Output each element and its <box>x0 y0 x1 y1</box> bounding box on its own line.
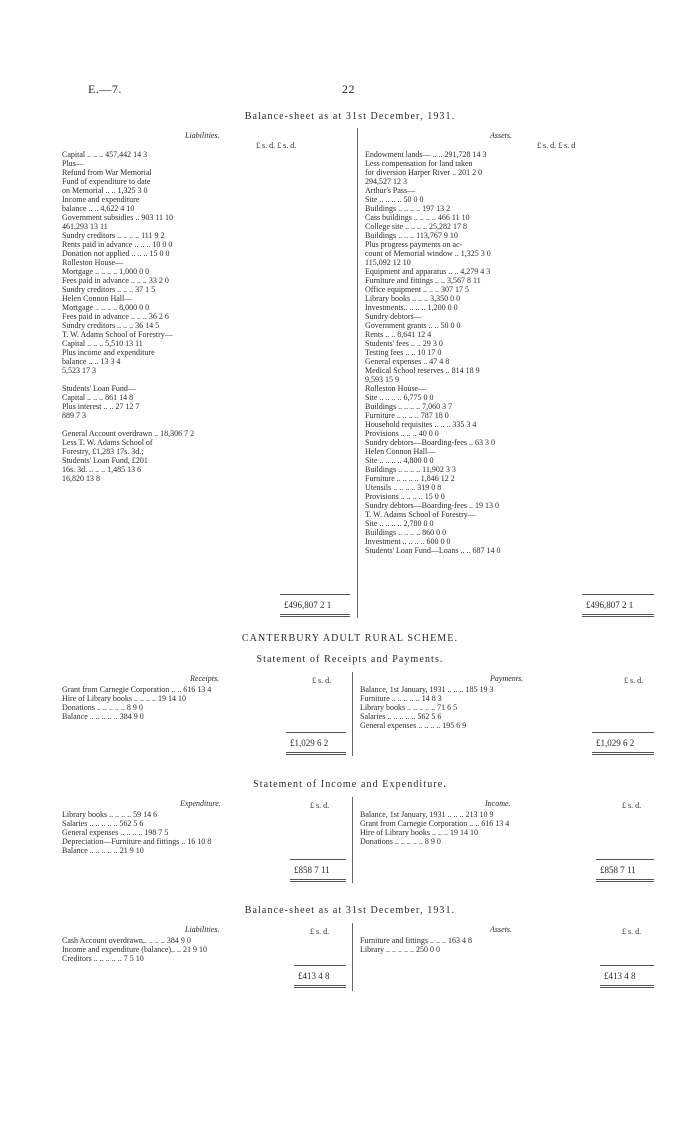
liabilities-line: Fees paid in advance .. .. .. 36 2 6 <box>62 312 169 321</box>
income-line: Hire of Library books .. .. .. 19 14 10 <box>360 828 478 837</box>
assets-line: 9,593 15 9 <box>365 375 399 384</box>
units-header: £ s. d. <box>622 927 642 936</box>
column-divider <box>352 797 353 883</box>
assets-line: Sundry debtors—Boarding-fees .. 63 3 0 <box>365 438 495 447</box>
units-header: £ s. d. <box>312 676 332 685</box>
income-expenditure-title: Statement of Income and Expenditure. <box>253 779 447 790</box>
assets-line: Buildings .. .. .. .. 197 13 2 <box>365 204 451 213</box>
assets-line: Buildings .. .. .. .. 7,060 3 7 <box>365 402 453 411</box>
assets-line: Furniture and fittings .. .. .. 163 4 8 <box>360 936 472 945</box>
assets-line: Furniture and fittings .. .. 3,567 8 11 <box>365 276 481 285</box>
assets-line: Provisions .. .. .. 40 0 0 <box>365 429 439 438</box>
liabilities-line: 461,293 13 11 <box>62 222 108 231</box>
assets-line: Household requisites .. .. .. 335 3 4 <box>365 420 477 429</box>
payments-line: General expenses .. .. .. .. 195 6 9 <box>360 721 467 730</box>
total-rule <box>280 594 350 595</box>
scheme-balance-sheet-title: Balance-sheet as at 31st December, 1931. <box>244 905 456 916</box>
liabilities-line: Government subsidies .. 903 11 10 <box>62 213 174 222</box>
expenditure-line: Library books .. .. .. .. 59 14 6 <box>62 810 158 819</box>
assets-line: Plus progress payments on ac- <box>365 240 463 249</box>
assets-line: Helen Connon Hall— <box>365 447 436 456</box>
assets-line: Testing fees .. .. 10 17 0 <box>365 348 442 357</box>
income-line: Balance, 1st January, 1931 .. .. .. 213 10 9 <box>360 810 494 819</box>
scheme-liabilities-total: £413 4 8 <box>298 971 330 981</box>
units-header: £ s. d. <box>624 676 644 685</box>
liabilities-line: Helen Connon Hall— <box>62 294 133 303</box>
assets-line: Students' fees .. .. 29 3 0 <box>365 339 443 348</box>
liabilities-line: Rolleston House— <box>62 258 124 267</box>
units-header: £ s. d. <box>622 801 642 810</box>
total-double-rule <box>582 614 654 617</box>
liabilities-line: Students' Loan Fund— <box>62 384 136 393</box>
payments-line: Library books .. .. .. .. .. 71 6 5 <box>360 703 458 712</box>
assets-line: Investments.. .. .. .. 1,200 0 0 <box>365 303 458 312</box>
assets-line: Utensils .. .. .. .. 319 0 8 <box>365 483 442 492</box>
assets-line: Medical School reserves .. 814 18 9 <box>365 366 480 375</box>
assets-line: Site .. .. .. .. 50 0 0 <box>365 195 424 204</box>
liabilities-line: Capital .. .. .. 861 14 8 <box>62 393 134 402</box>
liabilities-line: Mortgage .. .. .. .. 8,000 0 0 <box>62 303 150 312</box>
units-header-left: £ s. d. £ s. d. <box>256 141 297 150</box>
liabilities-line: Creditors .. .. .. .. .. 7 5 10 <box>62 954 144 963</box>
assets-line: Office equipment .. .. .. 307 17 5 <box>365 285 470 294</box>
liabilities-line: 889 7 3 <box>62 411 86 420</box>
assets-line: Government grants .. .. 50 0 0 <box>365 321 461 330</box>
total-rule <box>290 859 346 860</box>
assets-line: Investment .. .. .. .. 600 0 0 <box>365 537 451 546</box>
total-rule <box>294 965 346 966</box>
units-header: £ s. d. <box>310 927 330 936</box>
liabilities-heading: Liabilities. <box>185 131 220 140</box>
balance-sheet-title: Balance-sheet as at 31st December, 1931. <box>244 111 456 122</box>
expenditure-line: Balance .. .. .. .. .. 21 9 10 <box>62 846 144 855</box>
income-line: Grant from Carnegie Corporation .. .. 616 13 4 <box>360 819 510 828</box>
assets-line: Buildings .. .. .. .. 860 0 0 <box>365 528 447 537</box>
total-double-rule <box>280 614 350 617</box>
total-rule <box>600 965 654 966</box>
assets-line: Buildings .. .. .. 113,767 9 10 <box>365 231 458 240</box>
receipts-line: Balance .. .. .. .. .. 384 9 0 <box>62 712 144 721</box>
total-liabilities: £496,807 2 1 <box>284 600 332 610</box>
expenditure-line: Depreciation—Furniture and fittings .. 16 10 8 <box>62 837 212 846</box>
income-heading: Income. <box>485 799 511 808</box>
column-divider <box>357 128 358 618</box>
assets-line: Less compensation for land taken <box>365 159 473 168</box>
liabilities-line: Refund from War Memorial <box>62 168 152 177</box>
assets-line: Furniture .. .. .. .. 787 18 0 <box>365 411 449 420</box>
liabilities-line: balance .. .. 4,622 4 10 <box>62 204 135 213</box>
income-total: £858 7 11 <box>600 865 636 875</box>
total-double-rule <box>596 879 654 882</box>
liabilities-line: T. W. Adams School of Forestry— <box>62 330 173 339</box>
total-double-rule <box>286 752 346 755</box>
total-rule <box>596 859 654 860</box>
units-header-right: £ s. d. £ s. d <box>537 141 576 150</box>
assets-line: Students' Loan Fund—Loans .. .. 687 14 0 <box>365 546 501 555</box>
liabilities-line: Forestry, £1,283 17s. 3d.; <box>62 447 144 456</box>
liabilities-line: Donation not applied .. .. .. 15 0 0 <box>62 249 170 258</box>
assets-line: Site .. .. .. .. 4,800 0 0 <box>365 456 434 465</box>
assets-line: count of Memorial window .. 1,325 3 0 <box>365 249 491 258</box>
assets-line: Buildings .. .. .. .. 11,902 3 3 <box>365 465 456 474</box>
liabilities-line: Sundry creditors .. .. .. 36 14 5 <box>62 321 160 330</box>
assets-line: 115,092 12 10 <box>365 258 411 267</box>
assets-line: Site .. .. .. .. 6,775 0 0 <box>365 393 434 402</box>
assets-line: Library .. .. .. .. .. 250 0 0 <box>360 945 440 954</box>
total-double-rule <box>294 985 346 988</box>
expenditure-line: General expenses .. .. .. .. 198 7 5 <box>62 828 169 837</box>
liabilities-line: Capital .. .. .. 5,510 13 11 <box>62 339 143 348</box>
receipts-line: Hire of Library books .. .. .. .. 19 14 10 <box>62 694 186 703</box>
document-reference: E.—7. <box>88 82 122 96</box>
units-header: £ s. d. <box>310 801 330 810</box>
total-double-rule <box>592 752 654 755</box>
total-double-rule <box>290 879 346 882</box>
total-rule <box>582 594 654 595</box>
liabilities-line: Sundry creditors .. .. .. 37 1 5 <box>62 285 156 294</box>
liabilities-heading: Liabilities. <box>185 925 220 934</box>
receipts-total: £1,029 6 2 <box>290 738 329 748</box>
liabilities-line: Plus income and expenditure <box>62 348 155 357</box>
payments-heading: Payments. <box>490 674 524 683</box>
liabilities-line: Plus interest .. .. 27 12 7 <box>62 402 140 411</box>
liabilities-line: Income and expenditure <box>62 195 140 204</box>
assets-heading: Assets. <box>490 131 512 140</box>
receipts-payments-title: Statement of Receipts and Payments. <box>256 654 444 665</box>
expenditure-total: £858 7 11 <box>294 865 330 875</box>
column-divider <box>352 672 353 756</box>
total-assets: £496,807 2 1 <box>586 600 634 610</box>
receipts-heading: Receipts. <box>190 674 220 683</box>
assets-line: Sundry debtors— <box>365 312 422 321</box>
payments-total: £1,029 6 2 <box>596 738 635 748</box>
liabilities-line: Less T. W. Adams School of <box>62 438 153 447</box>
assets-line: Equipment and apparatus .. .. 4,279 4 3 <box>365 267 491 276</box>
assets-line: Site .. .. .. .. 2,780 0 0 <box>365 519 434 528</box>
liabilities-line: 16s. 3d. .. .. .. 1,485 13 6 <box>62 465 142 474</box>
assets-line: for diversion Harper River .. 201 2 0 <box>365 168 483 177</box>
assets-line: Furniture .. .. .. .. 1,846 12 2 <box>365 474 455 483</box>
assets-line: T. W. Adams School of Forestry— <box>365 510 476 519</box>
liabilities-line: Capital .. .. .. 457,442 14 3 <box>62 150 148 159</box>
liabilities-line: on Memorial .. .. 1,325 3 0 <box>62 186 148 195</box>
liabilities-line: Income and expenditure (balance).. .. 21 9 10 <box>62 945 208 954</box>
total-double-rule <box>600 985 654 988</box>
liabilities-line: Mortgage .. .. .. .. 1,000 0 0 <box>62 267 150 276</box>
liabilities-line: Cash Account overdrawn.. .. .. .. 384 9 0 <box>62 936 191 945</box>
income-line: Donations .. .. .. .. .. 8 9 0 <box>360 837 441 846</box>
total-rule <box>592 732 654 733</box>
assets-line: Cass buildings .. .. .. .. 466 11 10 <box>365 213 470 222</box>
payments-line: Balance, 1st January, 1931 .. .. .. 185 19 3 <box>360 685 494 694</box>
assets-line: Sundry debtors—Boarding-fees .. 19 13 0 <box>365 501 499 510</box>
liabilities-line: 16,820 13 8 <box>62 474 100 483</box>
receipts-line: Donations .. .. .. .. .. 8 9 0 <box>62 703 143 712</box>
assets-line: Library books .. .. .. 3,350 0 0 <box>365 294 461 303</box>
liabilities-line: Fees paid in advance .. .. .. 33 2 0 <box>62 276 169 285</box>
assets-heading: Assets. <box>490 925 512 934</box>
receipts-line: Grant from Carnegie Corporation .. .. 616 13 4 <box>62 685 212 694</box>
assets-line: Arthur's Pass— <box>365 186 416 195</box>
scheme-title: CANTERBURY ADULT RURAL SCHEME. <box>241 633 459 644</box>
liabilities-line: Sundry creditors .. .. .. .. 111 9 2 <box>62 231 165 240</box>
payments-line: Salaries .. .. .. .. .. 562 5 6 <box>360 712 442 721</box>
assets-line: Rents .. .. 8,641 12 4 <box>365 330 432 339</box>
total-rule <box>286 732 346 733</box>
assets-line: Rolleston House— <box>365 384 427 393</box>
assets-line: General expenses .. 47 4 8 <box>365 357 450 366</box>
column-divider <box>352 923 353 991</box>
liabilities-line: Fund of expenditure to date <box>62 177 151 186</box>
assets-line: 294,527 12 3 <box>365 177 407 186</box>
scheme-assets-total: £413 4 8 <box>604 971 636 981</box>
assets-line: Endowment lands— .. .. 291,728 14 3 <box>365 150 487 159</box>
liabilities-line: Plus— <box>62 159 84 168</box>
expenditure-heading: Expenditure. <box>180 799 221 808</box>
payments-line: Furniture .. .. .. .. .. 14 8 3 <box>360 694 442 703</box>
liabilities-line: General Account overdrawn .. 18,306 7 2 <box>62 429 195 438</box>
liabilities-line: Rents paid in advance .. .. .. 10 0 0 <box>62 240 173 249</box>
expenditure-line: Salaries .. .. .. .. .. 562 5 6 <box>62 819 144 828</box>
liabilities-line: 5,523 17 3 <box>62 366 96 375</box>
assets-line: College site .. .. .. .. 25,282 17 8 <box>365 222 467 231</box>
assets-line: Provisions .. .. .. .. 15 0 0 <box>365 492 445 501</box>
liabilities-line: Students' Loan Fund, £201 <box>62 456 148 465</box>
liabilities-line: balance .. .. 13 3 4 <box>62 357 121 366</box>
page-number: 22 <box>342 82 355 96</box>
